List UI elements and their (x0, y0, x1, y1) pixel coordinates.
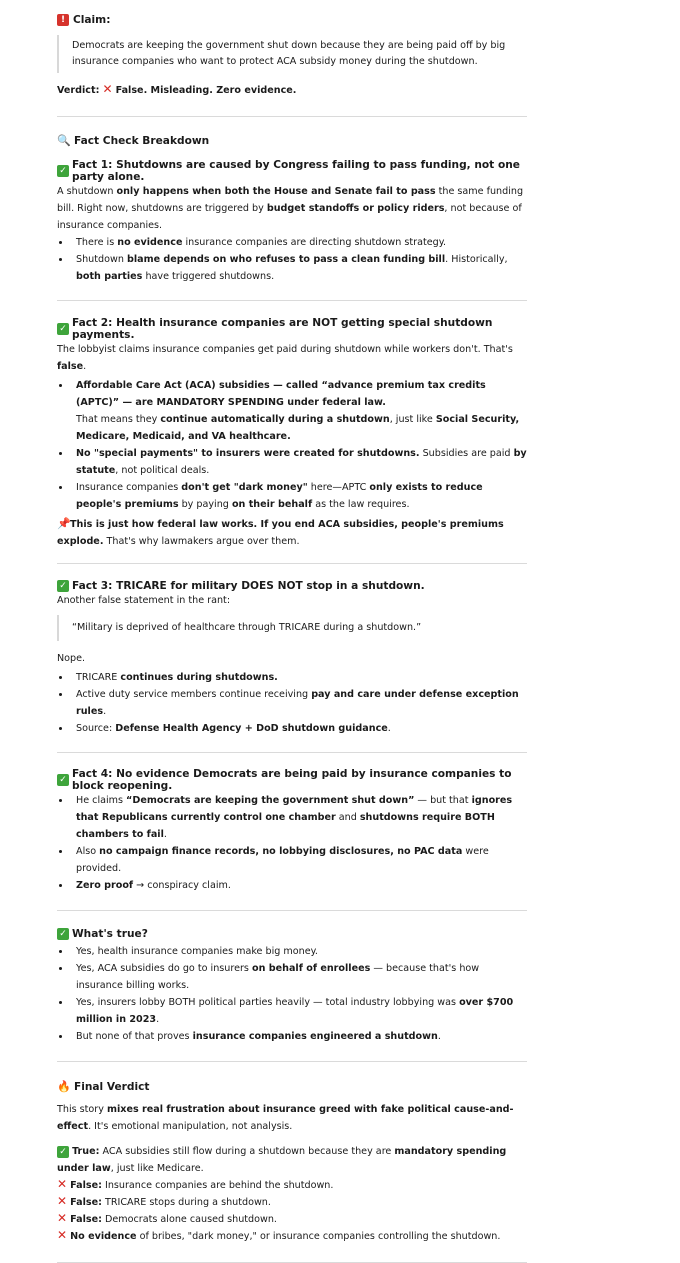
check-mark-icon: ✓ (57, 928, 69, 940)
list-item: TRICARE continues during shutdowns. (57, 669, 527, 686)
cross-mark-icon: ✕ (57, 1194, 68, 1208)
fact4-list (57, 792, 527, 894)
final-false-line: ✕ False: TRICARE stops during a shutdown. (57, 1194, 271, 1208)
whats-true-heading: ✓ What's true? (57, 928, 527, 940)
breakdown-heading: 🔍 Fact Check Breakdown (57, 134, 210, 147)
pushpin-icon: 📌 (57, 517, 71, 530)
divider (57, 910, 527, 911)
check-mark-icon: ✓ (57, 1146, 69, 1158)
list-item: Source: Defense Health Agency + DoD shutdown guidance. (57, 720, 527, 737)
fact1-paragraph: A shutdown only happens when both the House and Senate fail to pass the same funding bill. Right now, shutdowns are triggered by budget standoffs or policy riders, not because of insurance companies. (57, 186, 524, 231)
divider (57, 752, 527, 753)
fact2-list (57, 377, 527, 513)
list-item: No "special payments" to insurers were created for shutdowns. Subsidies are paid by statute, not political deals. (57, 445, 527, 479)
list-item: Shutdown blame depends on who refuses to pass a clean funding bill. Historically, both parties have triggered shutdowns. (57, 251, 527, 285)
whats-true-list (57, 943, 527, 1045)
list-item: Zero proof → conspiracy claim. (57, 877, 527, 894)
fact1-list (57, 234, 527, 285)
magnifier-icon: 🔍 (57, 134, 71, 147)
fact3-intro: Another false statement in the rant: (57, 595, 231, 606)
list-item: Yes, health insurance companies make big money. (57, 943, 527, 960)
fact2-heading: ✓ Fact 2: Health insurance companies are NOT getting special shutdown payments. (57, 317, 527, 341)
claim-verdict: Verdict: ✕ False. Misleading. Zero evidence. (57, 82, 297, 96)
fact4-heading: ✓ Fact 4: No evidence Democrats are being paid by insurance companies to block reopening. (57, 768, 527, 792)
divider (57, 300, 527, 301)
list-item: But none of that proves insurance companies engineered a shutdown. (57, 1028, 527, 1045)
fact-check-document (57, 14, 527, 1263)
claim-heading: ! Claim: (57, 14, 527, 26)
fact3-quote: “Military is deprived of healthcare through TRICARE during a shutdown.” (57, 615, 527, 641)
fact3-nope: Nope. (57, 653, 86, 664)
claim-quote: Democrats are keeping the government shut down because they are being paid off by big insurance companies who want to protect ACA subsidy money during the shutdown. (57, 35, 527, 73)
list-item: Insurance companies don't get "dark money" here—APTC only exists to reduce people's premiums by paying on their behalf as the law requires. (57, 479, 527, 513)
check-mark-icon: ✓ (57, 580, 69, 592)
list-item: Yes, insurers lobby BOTH political parties heavily — total industry lobbying was over $700 million in 2023. (57, 994, 527, 1028)
final-true-line: ✓ True: ACA subsidies still flow during a shutdown because they are mandatory spending under law, just like Medicare. (57, 1146, 507, 1174)
check-mark-icon: ✓ (57, 323, 69, 335)
check-mark-icon: ✓ (57, 165, 69, 177)
list-item: Affordable Care Act (ACA) subsidies — called “advance premium tax credits (APTC)” — are MANDATORY SPENDING under federal law. That means they continue automatically during a shutdown, just like Social Security, Medicare, Medicaid, and VA healthcare. (57, 377, 527, 445)
list-item: There is no evidence insurance companies are directing shutdown strategy. (57, 234, 527, 251)
fact1-heading: ✓ Fact 1: Shutdowns are caused by Congress failing to pass funding, not one party alone. (57, 159, 527, 183)
final-false-line: ✕ False: Democrats alone caused shutdown. (57, 1211, 277, 1225)
cross-mark-icon: ✕ (57, 1211, 68, 1225)
fact2-paragraph: The lobbyist claims insurance companies get paid during shutdown while workers don't. That's false. (57, 344, 513, 372)
fact3-list (57, 669, 527, 737)
divider (57, 1061, 527, 1062)
cross-mark-icon: ✕ (57, 1177, 68, 1191)
list-item: Also no campaign finance records, no lobbying disclosures, no PAC data were provided. (57, 843, 527, 877)
final-verdict-heading: 🔥 Final Verdict (57, 1080, 150, 1093)
fact3-heading: ✓ Fact 3: TRICARE for military DOES NOT stop in a shutdown. (57, 580, 527, 592)
list-item: Yes, ACA subsidies do go to insurers on behalf of enrollees — because that's how insurance billing works. (57, 960, 527, 994)
divider (57, 563, 527, 564)
check-mark-icon: ✓ (57, 774, 69, 786)
final-paragraph: This story mixes real frustration about insurance greed with fake political cause-and-effect. It's emotional manipulation, not analysis. (57, 1104, 514, 1132)
siren-icon: ! (57, 14, 69, 26)
list-item: He claims “Democrats are keeping the government shut down” — but that ignores that Republicans currently control one chamber and shutdowns require BOTH chambers to fail. (57, 792, 527, 843)
cross-mark-icon: ✕ (102, 82, 113, 96)
divider (57, 116, 527, 117)
fact2-note: 📌This is just how federal law works. If you end ACA subsidies, people's premiums explode. That's why lawmakers argue over them. (57, 517, 504, 547)
cross-mark-icon: ✕ (57, 1228, 68, 1242)
list-item: Active duty service members continue receiving pay and care under defense exception rules. (57, 686, 527, 720)
final-false-line: ✕ False: Insurance companies are behind the shutdown. (57, 1177, 334, 1191)
final-false-line: ✕ No evidence of bribes, "dark money," or insurance companies controlling the shutdown. (57, 1228, 501, 1242)
fire-icon: 🔥 (57, 1080, 71, 1093)
